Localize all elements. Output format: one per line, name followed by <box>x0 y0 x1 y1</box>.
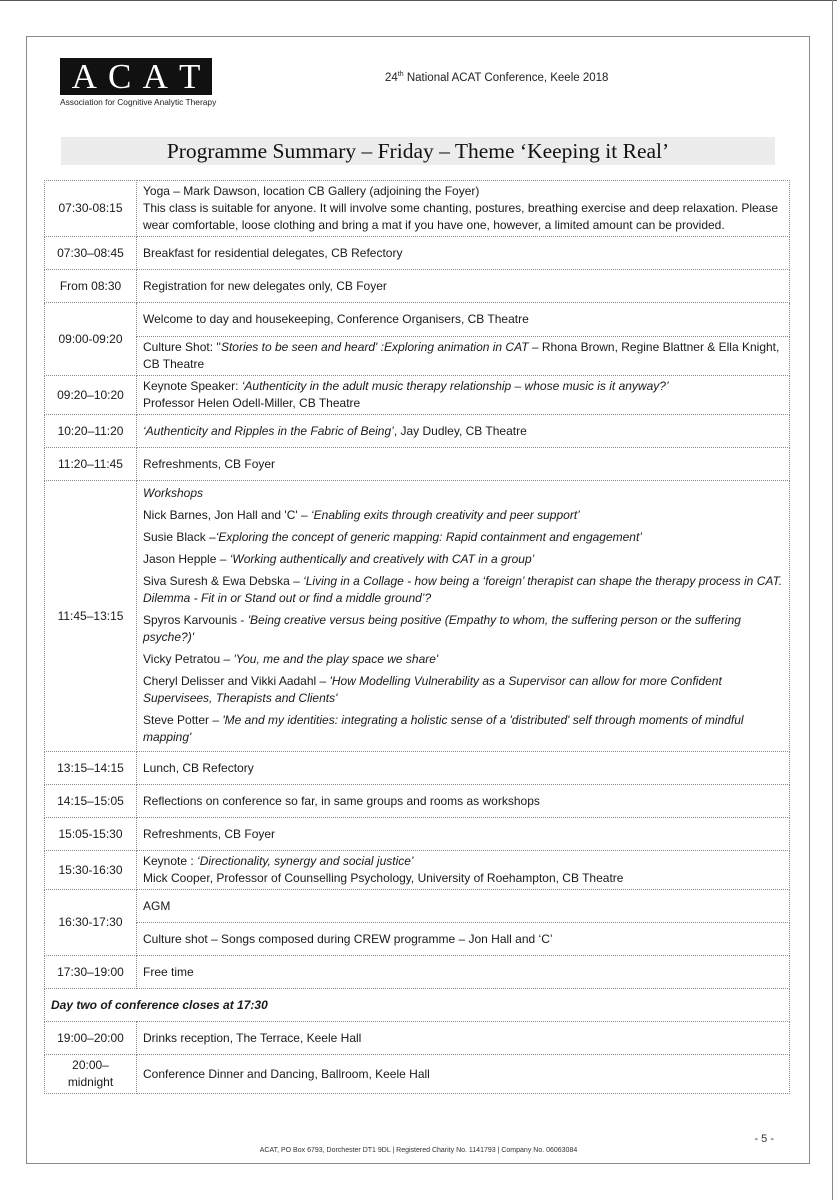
table-row <box>45 785 790 818</box>
time-cell: 14:15–15:05 <box>45 785 137 818</box>
table-row <box>45 956 790 989</box>
workshop-presenters: Nick Barnes, Jon Hall and 'C' – <box>143 508 311 522</box>
time-cell: 10:20–11:20 <box>45 415 137 448</box>
session-prefix: Culture Shot: '' <box>143 340 221 354</box>
workshop-title: ‘Enabling exits through creativity and peer support’ <box>311 508 580 522</box>
session-cell: Refreshments, CB Foyer <box>137 448 790 481</box>
time-cell: From 08:30 <box>45 270 137 303</box>
session-cell <box>137 415 790 448</box>
footer-address: ACAT, PO Box 6793, Dorchester DT1 9DL | Registered Charity No. 1141793 | Company No. 06063084 <box>259 1147 578 1154</box>
session-description: This class is suitable for anyone. It will involve some chanting, postures, breathing exercise and deep relaxation. Please wear comfortable, loose clothing and bring a mat if you have one, however, a limited amount can be provided. <box>143 201 779 232</box>
workshop-item <box>143 549 783 571</box>
table-row <box>45 923 790 956</box>
programme-table <box>44 180 790 1094</box>
table-row <box>45 415 790 448</box>
workshop-title: 'Being creative versus being positive (Empathy to whom, the suffering person or the suffering psyche?)' <box>143 613 741 644</box>
logo-letter: A <box>142 57 168 96</box>
session-cell <box>137 851 790 890</box>
session-cell: Breakfast for residential delegates, CB Refectory <box>137 237 790 270</box>
workshop-title: 'You, me and the play space we share' <box>233 652 439 666</box>
right-edge-line <box>832 0 833 1200</box>
table-row <box>45 989 790 1022</box>
workshop-presenters: Spyros Karvounis - <box>143 613 248 627</box>
table-row <box>45 890 790 923</box>
time-cell: 11:20–11:45 <box>45 448 137 481</box>
workshops-heading: Workshops <box>143 486 204 500</box>
workshop-item <box>143 610 783 649</box>
logo-subtitle: Association for Cognitive Analytic Therapy <box>60 97 217 107</box>
day-closes-note: Day two of conference closes at 17:30 <box>45 989 790 1022</box>
session-cell <box>137 337 790 376</box>
table-row <box>45 818 790 851</box>
workshop-item <box>143 571 783 610</box>
session-presenters: Mick Cooper, Professor of Counselling Psychology, University of Roehampton, CB Theatre <box>143 871 624 885</box>
workshop-title: ‘Living in a Collage - how being a ‘foreign’ therapist can shape the therapy process in CAT. Dilemma - Fit in or Stand out or find a middle ground’? <box>143 574 783 605</box>
table-row <box>45 237 790 270</box>
conference-ordinal-suffix: th <box>397 71 404 78</box>
session-title-italic: ‘Directionality, synergy and social justice’ <box>197 854 414 868</box>
time-cell: 11:45–13:15 <box>45 481 137 752</box>
session-title-italic: ‘Authenticity in the adult music therapy relationship – whose music is it anyway?’ <box>241 379 669 393</box>
workshop-item <box>143 671 783 710</box>
conference-title-text: National ACAT Conference, Keele 2018 <box>406 71 609 84</box>
session-presenters: – Rhona Brown, Regine Blattner & Ella Knight, CB Theatre <box>143 340 780 371</box>
workshop-title: 'Me and my identities: integrating a holistic sense of a 'distributed' self through moments of mindful mapping' <box>143 713 744 744</box>
session-cell <box>137 181 790 237</box>
session-presenters: , Jay Dudley, CB Theatre <box>393 423 527 438</box>
time-cell: 17:30–19:00 <box>45 956 137 989</box>
session-presenters: Professor Helen Odell-Miller, CB Theatre <box>143 396 361 410</box>
page-title: Programme Summary – Friday – Theme ‘Keeping it Real’ <box>166 138 670 163</box>
workshop-item <box>143 527 783 549</box>
workshop-title: 'How Modelling Vulnerability as a Supervisor can allow for more Confident Supervisees, Therapists and Clients' <box>143 674 722 705</box>
workshop-title: ‘Working authentically and creatively with CAT in a group’ <box>229 552 535 566</box>
session-cell: Culture shot – Songs composed during CREW programme – Jon Hall and ‘C’ <box>137 923 790 956</box>
time-cell: 20:00– midnight <box>45 1055 137 1094</box>
logo-letter: T <box>179 57 201 96</box>
session-cell <box>137 376 790 415</box>
session-cell: Reflections on conference so far, in same groups and rooms as workshops <box>137 785 790 818</box>
workshop-item <box>143 505 783 527</box>
table-row <box>45 448 790 481</box>
session-cell: Conference Dinner and Dancing, Ballroom, Keele Hall <box>137 1055 790 1094</box>
time-cell: 15:05-15:30 <box>45 818 137 851</box>
time-cell: 09:00-09:20 <box>45 303 137 376</box>
table-row <box>45 481 790 752</box>
page-number: - 5 - <box>754 1133 774 1145</box>
title-bar <box>61 137 775 165</box>
table-row <box>45 303 790 337</box>
session-title: Yoga – Mark Dawson, location CB Gallery (adjoining the Foyer) <box>143 184 480 198</box>
top-edge-line <box>0 0 837 1</box>
time-cell: 07:30-08:15 <box>45 181 137 237</box>
table-row <box>45 851 790 890</box>
time-cell: 09:20–10:20 <box>45 376 137 415</box>
session-prefix: Keynote : <box>143 854 198 868</box>
table-row <box>45 752 790 785</box>
session-cell: Drinks reception, The Terrace, Keele Hall <box>137 1022 790 1055</box>
workshop-item <box>143 649 783 671</box>
conference-title <box>385 71 608 84</box>
workshop-presenters: Vicky Petratou – <box>143 652 234 666</box>
acat-logo <box>60 58 216 107</box>
session-cell <box>137 481 790 752</box>
workshop-presenters: Jason Hepple – <box>143 552 230 566</box>
session-cell: AGM <box>137 890 790 923</box>
workshop-title: ‘Exploring the concept of generic mapping: Rapid containment and engagement’ <box>215 530 642 544</box>
table-row <box>45 376 790 415</box>
time-cell: 15:30-16:30 <box>45 851 137 890</box>
session-cell: Lunch, CB Refectory <box>137 752 790 785</box>
session-prefix: Keynote Speaker: <box>143 379 242 393</box>
conference-ordinal: 24 <box>385 71 398 84</box>
table-row <box>45 337 790 376</box>
session-title-italic: ‘Authenticity and Ripples in the Fabric of Being’ <box>143 423 394 438</box>
session-cell: Free time <box>137 956 790 989</box>
workshop-presenters: Susie Black – <box>143 530 216 544</box>
workshop-presenters: Steve Potter – <box>143 713 223 727</box>
table-row <box>45 1055 790 1094</box>
session-cell: Welcome to day and housekeeping, Conference Organisers, CB Theatre <box>137 303 790 337</box>
table-row <box>45 1022 790 1055</box>
session-title-italic: Stories to be seen and heard' :Exploring animation in CAT <box>220 340 529 354</box>
time-cell: 07:30–08:45 <box>45 237 137 270</box>
table-row <box>45 181 790 237</box>
workshop-presenters: Siva Suresh & Ewa Debska – <box>143 574 304 588</box>
time-cell: 16:30-17:30 <box>45 890 137 956</box>
session-cell: Refreshments, CB Foyer <box>137 818 790 851</box>
logo-letter: C <box>108 57 132 96</box>
table-row <box>45 270 790 303</box>
workshop-item <box>143 710 783 749</box>
workshop-presenters: Cheryl Delisser and Vikki Aadahl – <box>143 674 330 688</box>
time-cell: 19:00–20:00 <box>45 1022 137 1055</box>
logo-letter: A <box>71 57 97 96</box>
session-cell: Registration for new delegates only, CB Foyer <box>137 270 790 303</box>
logo-mark <box>60 58 212 95</box>
time-cell: 13:15–14:15 <box>45 752 137 785</box>
